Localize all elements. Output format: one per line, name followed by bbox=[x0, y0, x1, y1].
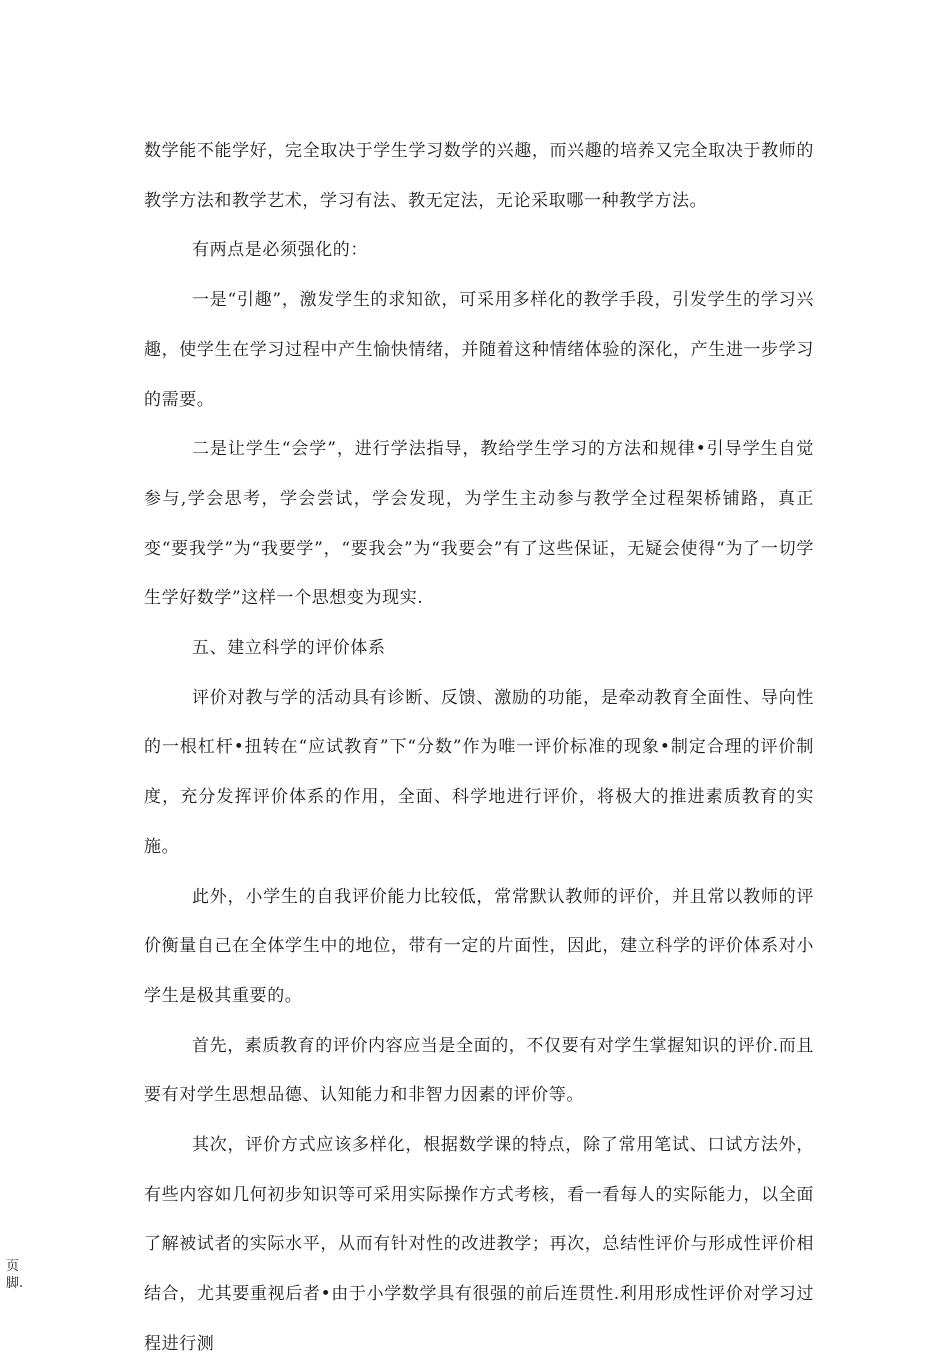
paragraph-7: 此外，小学生的自我评价能力比较低，常常默认教师的评价，并且常以教师的评价衡量自己在全体学生中的地位，带有一定的片面性，因此，建立科学的评价体系对小学生是极其重要的。 bbox=[144, 886, 814, 1006]
paragraph-9: 其次，评价方式应该多样化，根据数学课的特点，除了常用笔试、口试方法外，有些内容如几何初步知识等可采用实际操作方式考核，看一看每人的实际能力，以全面了解被试者的实际水平，从而有针对性的改进教学；再次，总结性评价与形成性评价相结合，尤其要重视后者•由于小学数学具有很强的前后连贯性.利用形成性评价对学习过程进行测 bbox=[144, 1135, 814, 1354]
page-footer: 页脚. bbox=[6, 1259, 24, 1291]
paragraph-4: 二是让学生“会学”，进行学法指导，教给学生学习的方法和规律•引导学生自觉参与,学会思考，学会尝试，学会发现，为学生主动参与教学全过程架桥铺路，真正变“要我学”为“我要学”，“要我会”为“我要会”有了这些保证，无疑会使得“为了一切学生学好数学”这样一个思想变为现实. bbox=[144, 439, 814, 609]
paragraph-3: 一是“引趣”，激发学生的求知欲，可采用多样化的教学手段，引发学生的学习兴趣，使学生在学习过程中产生愉快情绪，并随着这种情绪体验的深化，产生进一步学习的需要。 bbox=[144, 290, 814, 410]
paragraph-6: 评价对教与学的活动具有诊断、反馈、激励的功能，是牵动教育全面性、导向性的一根杠杆•扭转在“应试教育”下“分数”作为唯一评价标准的现象•制定合理的评价制度，充分发挥评价体系的作用，全面、科学地进行评价，将极大的推进素质教育的实施。 bbox=[144, 687, 814, 857]
paragraph-2: 有两点是必须强化的： bbox=[192, 240, 368, 261]
section-heading: 五、建立科学的评价体系 bbox=[192, 638, 386, 659]
document-body bbox=[144, 127, 814, 1370]
paragraph-8: 首先，素质教育的评价内容应当是全面的，不仅要有对学生掌握知识的评价.而且要有对学生思想品德、认知能力和非智力因素的评价等。 bbox=[144, 1035, 815, 1106]
paragraph-1: 数学能不能学好，完全取决于学生学习数学的兴趣，而兴趣的培养又完全取决于教师的教学方法和教学艺术，学习有法、教无定法，无论采取哪一种教学方法。 bbox=[144, 141, 814, 211]
